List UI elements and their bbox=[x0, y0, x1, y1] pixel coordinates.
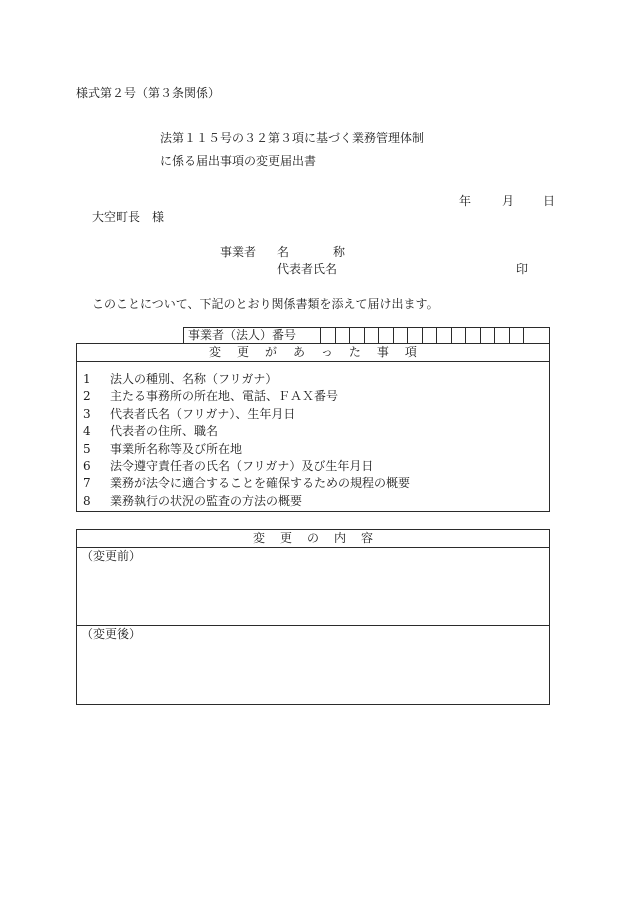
before-change-label: （変更前） bbox=[81, 549, 142, 563]
corporate-number-cell[interactable] bbox=[481, 328, 496, 343]
corporate-number-cell[interactable] bbox=[321, 328, 336, 343]
corporate-number-cell[interactable] bbox=[452, 328, 467, 343]
document-title-line-2: に係る届出事項の変更届出書 bbox=[160, 154, 317, 168]
corporate-number-cell[interactable] bbox=[437, 328, 452, 343]
changed-matter-item bbox=[83, 458, 549, 475]
business-name-label bbox=[277, 245, 345, 259]
corporate-number-cell[interactable] bbox=[408, 328, 423, 343]
notification-statement: このことについて、下記のとおり関係書類を添えて届け出ます。 bbox=[92, 297, 439, 311]
after-change-area bbox=[77, 626, 549, 704]
business-operator-label: 事業者 bbox=[220, 245, 257, 259]
changed-matter-number: 3 bbox=[83, 406, 91, 421]
corporate-number-box bbox=[183, 327, 550, 344]
changed-matter-text: 業務執行の状況の監査の方法の概要 bbox=[110, 493, 303, 508]
changed-matter-item bbox=[83, 475, 549, 492]
corporate-number-cell[interactable] bbox=[379, 328, 394, 343]
changed-matter-number: 1 bbox=[83, 372, 91, 386]
after-change-label: （変更後） bbox=[81, 627, 142, 641]
changed-matter-text: 代表者の住所、職名 bbox=[110, 424, 219, 439]
changed-matters-table bbox=[76, 343, 550, 512]
changed-matter-item bbox=[83, 388, 549, 405]
date-year-label: 年 bbox=[459, 194, 472, 208]
representative-name-label: 代表者氏名 bbox=[277, 262, 338, 276]
changed-matters-header: 変更があった事項 bbox=[77, 344, 549, 362]
changed-matter-item bbox=[83, 441, 549, 458]
changed-matter-number: 5 bbox=[83, 441, 91, 456]
seal-mark: 印 bbox=[516, 262, 529, 276]
changed-matter-text: 主たる事務所の所在地、電話、ＦＡＸ番号 bbox=[110, 389, 339, 404]
changed-matter-item bbox=[83, 423, 549, 440]
corporate-number-cell[interactable] bbox=[495, 328, 510, 343]
changed-matter-number: 2 bbox=[83, 389, 91, 404]
document-title-line-1: 法第１１５号の３２第３項に基づく業務管理体制 bbox=[160, 131, 425, 145]
corporate-number-cell[interactable] bbox=[466, 328, 481, 343]
corporate-number-cell[interactable] bbox=[336, 328, 351, 343]
corporate-number-cell[interactable] bbox=[510, 328, 525, 343]
changed-matter-number: 7 bbox=[83, 476, 91, 491]
name-label-part-1: 名 bbox=[277, 245, 290, 259]
corporate-number-cell[interactable] bbox=[423, 328, 438, 343]
changed-matter-item bbox=[83, 493, 549, 510]
changed-matter-item bbox=[83, 371, 549, 388]
date-day-label: 日 bbox=[543, 194, 556, 208]
addressee: 大空町長 様 bbox=[92, 210, 165, 224]
corporate-number-cell[interactable] bbox=[524, 328, 539, 343]
changed-matter-number: 6 bbox=[83, 458, 91, 473]
corporate-number-cell[interactable] bbox=[365, 328, 380, 343]
name-label-part-2: 称 bbox=[333, 245, 346, 259]
change-content-table bbox=[76, 529, 550, 705]
corporate-number-cell[interactable] bbox=[394, 328, 409, 343]
changed-matter-number: 4 bbox=[83, 424, 91, 439]
changed-matter-text: 法人の種別、名称（フリガナ） bbox=[110, 372, 278, 386]
changed-matters-list bbox=[77, 362, 549, 510]
corporate-number-cells bbox=[321, 328, 549, 343]
date-month-label: 月 bbox=[502, 194, 515, 208]
changed-matter-text: 代表者氏名（フリガナ）、生年月日 bbox=[110, 406, 296, 421]
change-content-header: 変更の内容 bbox=[77, 530, 549, 548]
changed-matter-text: 法令遵守責任者の氏名（フリガナ）及び生年月日 bbox=[110, 458, 374, 473]
changed-matter-item bbox=[83, 406, 549, 423]
form-number: 様式第２号（第３条関係） bbox=[76, 86, 221, 100]
corporate-number-label: 事業者（法人）番号 bbox=[184, 328, 321, 343]
changed-matter-text: 事業所名称等及び所在地 bbox=[110, 441, 243, 456]
corporate-number-cell[interactable] bbox=[350, 328, 365, 343]
changed-matter-text: 業務が法令に適合することを確保するための規程の概要 bbox=[110, 476, 411, 491]
before-change-area bbox=[77, 548, 549, 626]
changed-matter-number: 8 bbox=[83, 493, 91, 508]
